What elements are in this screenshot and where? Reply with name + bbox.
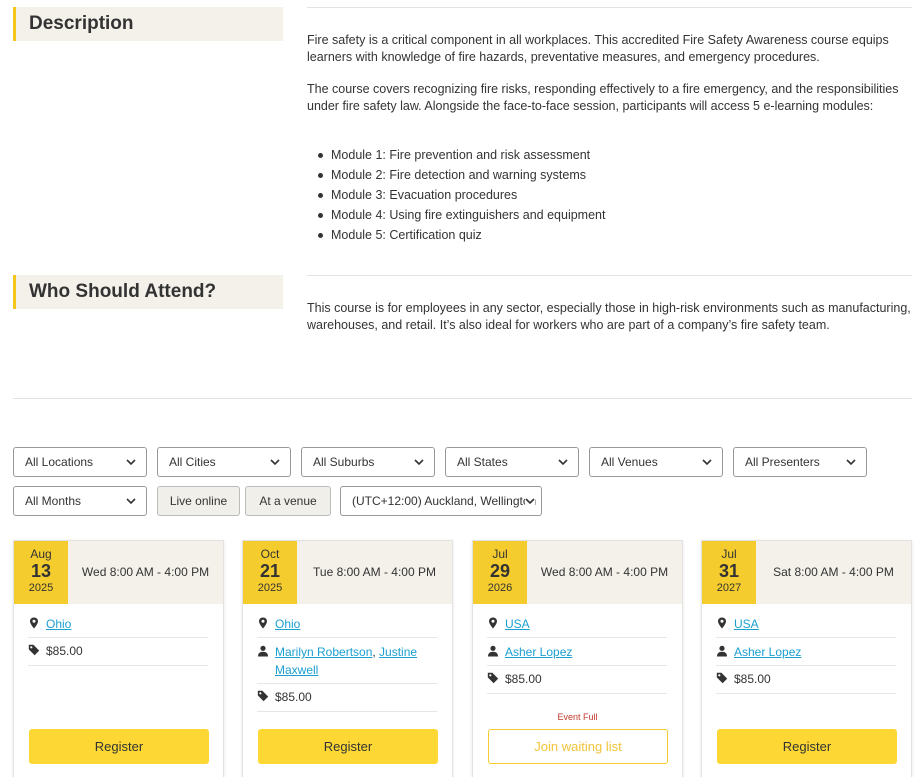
event-card [242,540,453,777]
description-heading: Description [13,7,283,41]
map-pin-icon [257,617,269,629]
module-list [331,146,605,246]
event-price: $85.00 [734,672,771,686]
attend-divider [307,275,912,276]
event-card-header [702,541,911,604]
month-filter-label: All Months [25,494,82,508]
city-filter-select[interactable] [157,447,291,477]
map-pin-icon [28,617,40,629]
presenter-link[interactable]: Justine Maxwell [275,645,418,677]
event-date [473,541,527,604]
map-pin-icon [487,617,499,629]
location-filter-label: All Locations [25,455,94,469]
list-item: Module 2: Fire detection and warning systems [331,166,605,186]
at-venue-toggle[interactable]: At a venue [245,486,331,516]
price-tag-icon [257,690,269,702]
event-month: Jul [492,547,508,561]
event-price: $85.00 [275,690,312,704]
live-online-toggle[interactable]: Live online [157,486,240,516]
event-location-link[interactable]: USA [734,617,759,631]
timezone-select[interactable] [340,486,542,516]
chevron-down-icon [126,496,136,506]
event-card [472,540,683,777]
register-button[interactable]: Register [29,729,209,764]
city-filter-label: All Cities [169,455,216,469]
chevron-down-icon [846,457,856,467]
divider [716,665,896,666]
divider [487,665,667,666]
event-month: Jul [721,547,737,561]
event-location-link[interactable]: Ohio [46,617,72,631]
person-icon [487,645,499,657]
event-presenter-row [487,643,667,661]
event-price-row [28,642,208,660]
attend-heading: Who Should Attend? [13,275,283,309]
chevron-down-icon [126,457,136,467]
divider [487,637,667,638]
event-date [14,541,68,604]
event-location-link[interactable]: Ohio [275,617,301,631]
event-status: Event Full [557,712,598,722]
chevron-down-icon [414,457,424,467]
event-date [243,541,297,604]
state-filter-label: All States [457,455,508,469]
event-day: 29 [489,561,511,581]
event-time: Wed 8:00 AM - 4:00 PM [81,565,210,579]
event-year: 2026 [487,582,513,594]
event-location-row [487,615,667,633]
presenter-filter-select[interactable] [733,447,867,477]
presenter-separator: , [372,645,380,659]
event-location-row [28,615,208,633]
event-card [701,540,912,777]
presenter-filter-label: All Presenters [745,455,820,469]
register-button[interactable]: Register [717,729,897,764]
event-location-row [257,615,437,633]
suburb-filter-label: All Suburbs [313,455,375,469]
event-card [13,540,224,777]
divider [28,665,208,666]
presenter-link[interactable]: Marilyn Robertson [275,645,373,659]
list-item: Module 5: Certification quiz [331,226,605,246]
join-waiting-list-button[interactable]: Join waiting list [488,729,668,764]
month-filter-select[interactable] [13,486,147,516]
location-filter-select[interactable] [13,447,147,477]
price-tag-icon [716,672,728,684]
person-icon [257,645,269,657]
top-divider [307,7,912,8]
chevron-down-icon [558,457,568,467]
venue-filter-select[interactable] [589,447,723,477]
event-day: 13 [30,561,52,581]
event-day: 31 [718,561,740,581]
event-price-row [487,670,667,688]
suburb-filter-select[interactable] [301,447,435,477]
divider [487,693,667,694]
event-time: Sat 8:00 AM - 4:00 PM [773,565,894,579]
venue-filter-label: All Venues [601,455,658,469]
list-item: Module 3: Evacuation procedures [331,186,605,206]
divider [257,637,437,638]
event-location-link[interactable]: USA [505,617,530,631]
event-card-header [243,541,452,604]
event-card-header [473,541,682,604]
register-button[interactable]: Register [258,729,438,764]
list-item: Module 1: Fire prevention and risk assessment [331,146,605,166]
event-presenter-row [257,643,437,679]
description-paragraph-2: The course covers recognizing fire risks, responding effectively to a fire emergency, and the responsibilities under fire safety law. Alongside the face-to-face session, participants will access 5 e-learning modules: [307,82,899,113]
attend-paragraph: This course is for employees in any sector, especially those in high-risk environments such as manufacturing, warehouses, and retail. It’s also ideal for workers who are part of a company’s fire safety team. [307,301,911,332]
person-icon [716,645,728,657]
event-date [702,541,756,604]
event-month: Aug [30,547,52,561]
event-month: Oct [260,547,280,561]
event-year: 2025 [28,582,54,594]
divider [716,637,896,638]
timezone-label: (UTC+12:00) Auckland, Wellington [352,494,537,508]
chevron-down-icon [525,496,535,506]
map-pin-icon [716,617,728,629]
event-day: 21 [259,561,281,581]
event-time: Wed 8:00 AM - 4:00 PM [540,565,669,579]
event-time: Tue 8:00 AM - 4:00 PM [313,565,436,579]
event-presenter-row [716,643,896,661]
divider [716,693,896,694]
event-year: 2025 [257,582,283,594]
event-price: $85.00 [46,644,83,658]
chevron-down-icon [270,457,280,467]
event-price: $85.00 [505,672,542,686]
event-price-row [716,670,896,688]
divider [257,711,437,712]
state-filter-select[interactable] [445,447,579,477]
price-tag-icon [28,644,40,656]
event-location-row [716,615,896,633]
section-divider [13,398,912,399]
presenter-link[interactable]: Asher Lopez [505,645,573,659]
presenter-link[interactable]: Asher Lopez [734,645,802,659]
list-item: Module 4: Using fire extinguishers and equipment [331,206,605,226]
chevron-down-icon [702,457,712,467]
event-price-row [257,688,437,706]
description-paragraph-1: Fire safety is a critical component in all workplaces. This accredited Fire Safety Awareness course equips learners with knowledge of fire hazards, preventative measures, and emergency procedures. [307,33,889,64]
event-card-header [14,541,223,604]
divider [257,683,437,684]
event-year: 2027 [716,582,742,594]
divider [28,637,208,638]
price-tag-icon [487,672,499,684]
